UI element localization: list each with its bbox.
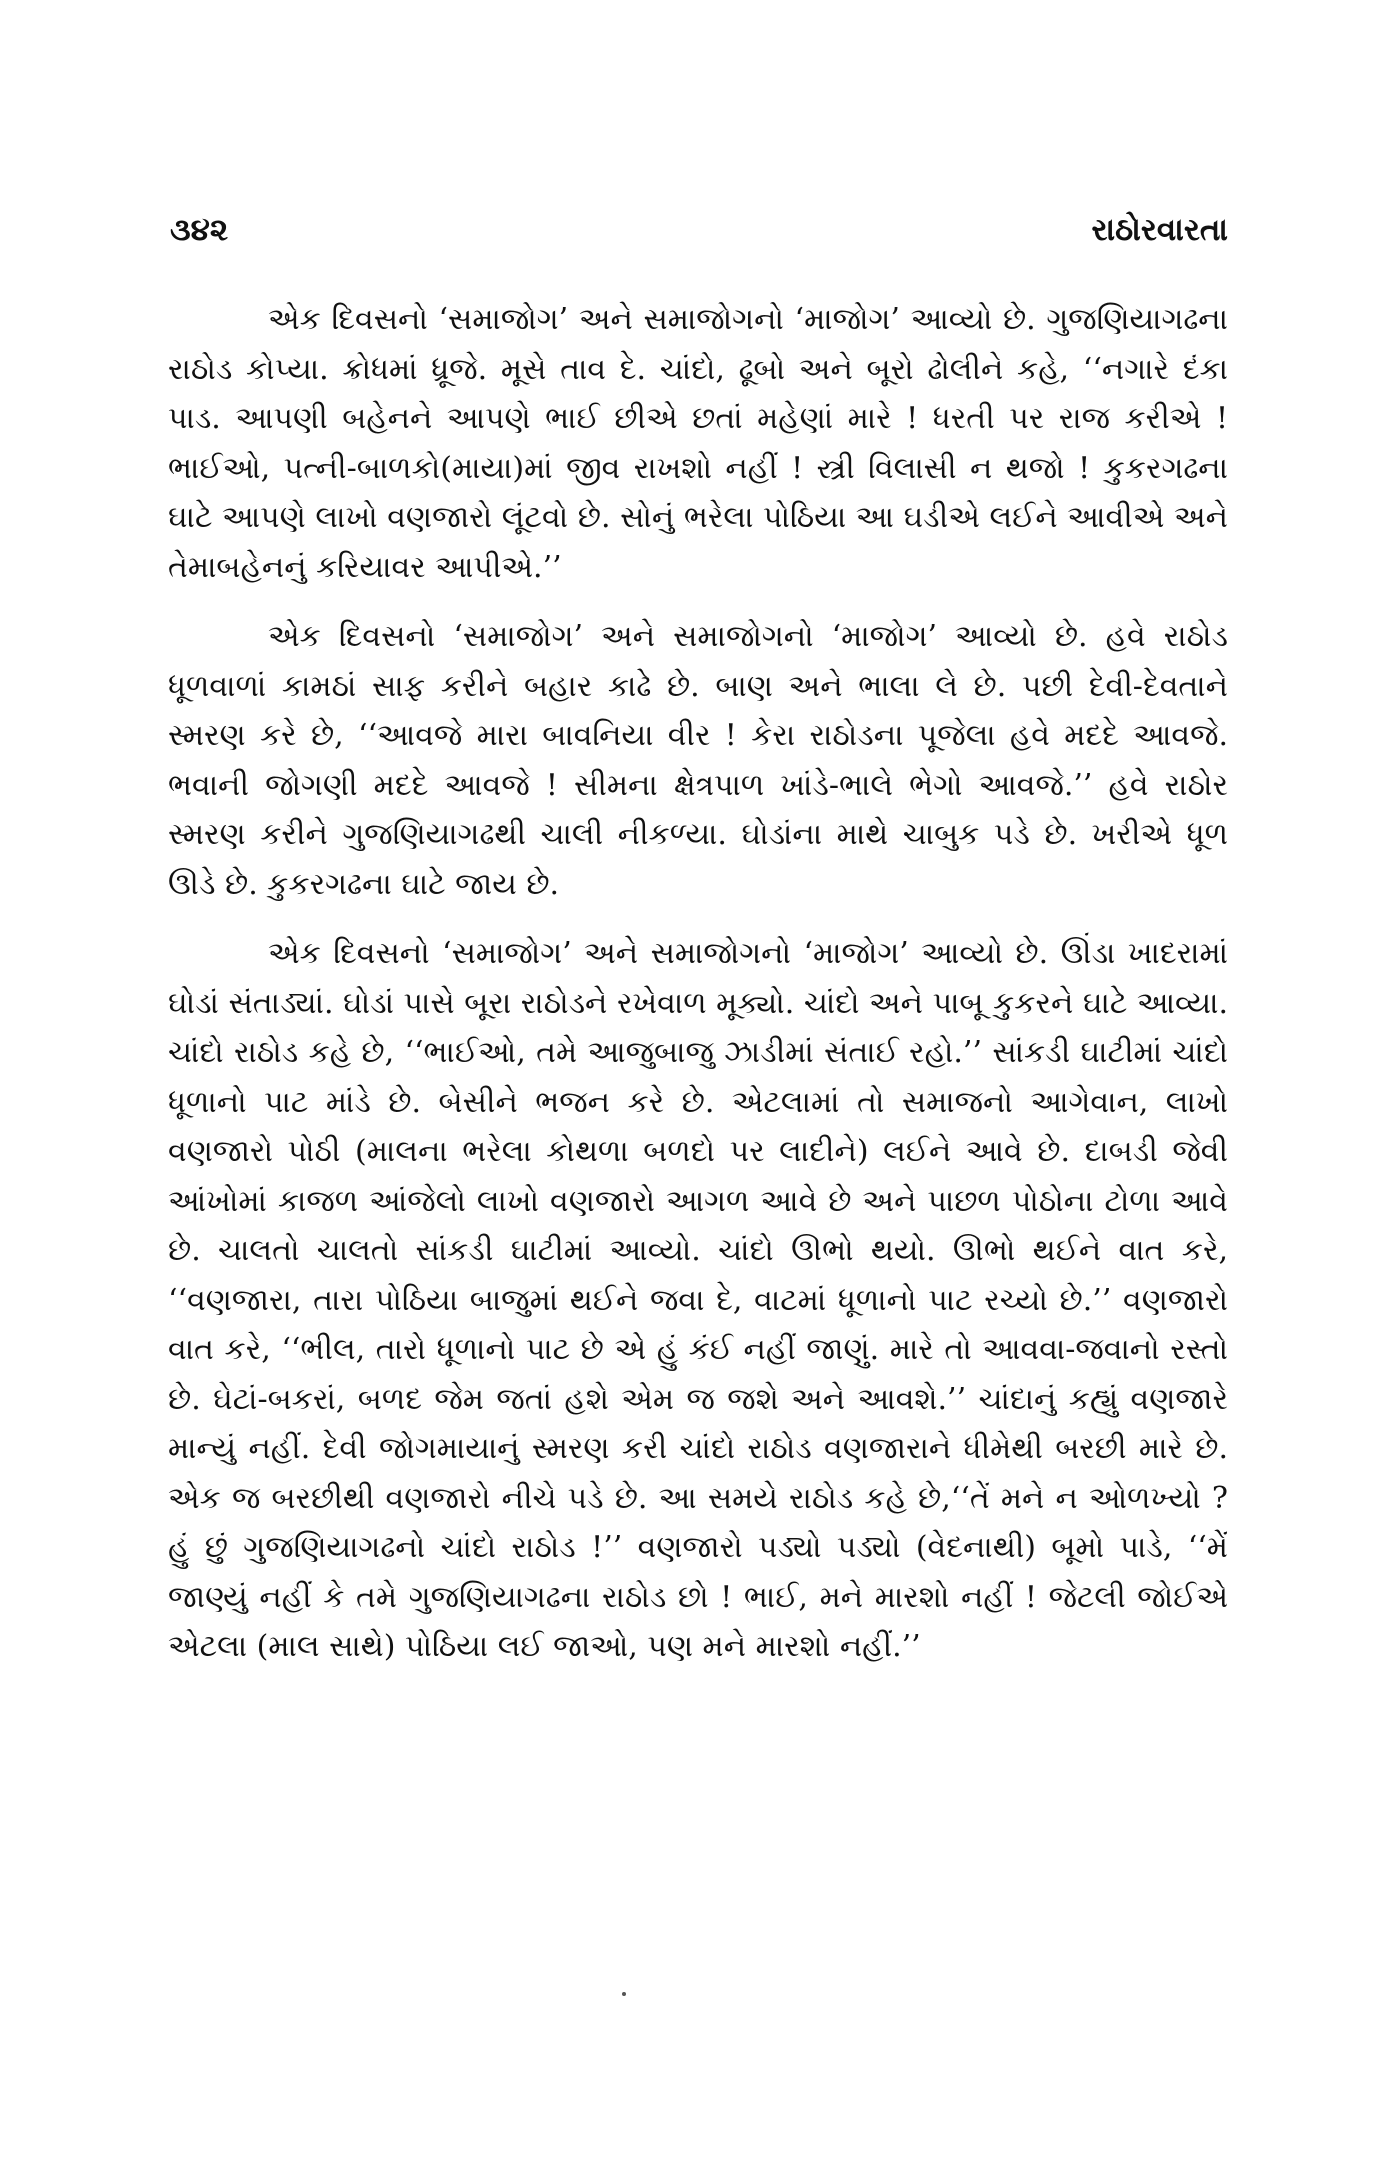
paragraph-3: એક દિવસનો ‘સમાજોગ’ અને સમાજોગનો ‘માજોગ’ આવ્યો છે. ઊંડા ખાદરામાં ઘોડાં સંતાડ્યાં. ઘોડાં પાસે બૂરા રાઠોડને રખેવાળ મૂક્યો. ચાંદો અને પાબૂ કુકરને ઘાટે આવ્યા. ચાંદો રાઠોડ કહે છે, ‘‘ભાઈઓ, તમે આજુબાજુ ઝાડીમાં સંતાઈ રહો.’’ સાંકડી ઘાટીમાં ચાંદો ધૂળાનો પાટ માંડે છે. બેસીને ભજન કરે છે. એટલામાં તો સમાજનો આગેવાન, લાખો વણજારો પોઠી (માલના ભરેલા કોથળા બળદો પર લાદીને) લઈને આવે છે. દાબડી જેવી આંખોમાં કાજળ આંજેલો લાખો વણજારો આગળ આવે છે અને પાછળ પોઠોના ટોળા આવે છે. ચાલતો ચાલતો સાંકડી ઘાટીમાં આવ્યો. ચાંદો ઊભો થયો. ઊભો થઈને વાત કરે, ‘‘વણજારા, તારા પોઠિયા બાજુમાં થઈને જવા દે, વાટમાં ધૂળાનો પાટ રચ્યો છે.’’ વણજારો વાત કરે, ‘‘ભીલ, તારો ધૂળાનો પાટ છે એ હું કંઈ નહીં જાણું. મારે તો આવવા-જવાનો રસ્તો છે. ઘેટાં-બકરાં, બળદ જેમ જતાં હશે એમ જ જશે અને આવશે.’’ ચાંદાનું કહ્યું વણજારે માન્યું નહીં. દેવી જોગમાયાનું સ્મરણ કરી ચાંદો રાઠોડ વણજારાને ધીમેથી બરછી મારે છે. એક જ બરછીથી વણજારો નીચે પડે છે. આ સમયે રાઠોડ કહે છે,‘‘તેં મને ન ઓળખ્યો ? હું છું ગુજણિયાગઢનો ચાંદો રાઠોડ !’’ વણજારો પડ્યો પડ્યો (વેદનાથી) બૂમો પાડે, ‘‘મેં જાણ્યું નહીં કે તમે ગુજણિયાગઢના રાઠોડ છો ! ભાઈ, મને મારશો નહીં ! જેટલી જોઈએ એટલા (માલ સાથે) પોઠિયા લઈ જાઓ, પણ મને મારશો નહીં.’’ [168,936,1228,1664]
scan-speck [622,1992,626,1996]
paragraph-2: એક દિવસનો ‘સમાજોગ’ અને સમાજોગનો ‘માજોગ’ આવ્યો છે. હવે રાઠોડ ધૂળવાળાં કામઠાં સાફ કરીને બહાર કાઢે છે. બાણ અને ભાલા લે છે. પછી દેવી-દેવતાને સ્મરણ કરે છે, ‘‘આવજે મારા બાવનિયા વીર ! કેરા રાઠોડના પૂજેલા હવે મદદે આવજે. ભવાની જોગણી મદદે આવજે ! સીમના ક્ષેત્રપાળ ખાંડે-ભાલે ભેગો આવજે.’’ હવે રાઠોર સ્મરણ કરીને ગુજણિયાગઢથી ચાલી નીકળ્યા. ઘોડાંના માથે ચાબુક પડે છે. ખરીએ ધૂળ ઊડે છે. કુકરગઢના ઘાટે જાય છે. [168,619,1228,902]
running-title: રાઠોરવારતા [1091,212,1228,248]
paragraph-1: એક દિવસનો ‘સમાજોગ’ અને સમાજોગનો ‘માજોગ’ આવ્યો છે. ગુજણિયાગઢના રાઠોડ કોપ્યા. ક્રોધમાં ધ્રૂજે. મૂસે તાવ દે. ચાંદો, ઢૂબો અને બૂરો ઢોલીને કહે, ‘‘નગારે દંકા પાડ. આપણી બહેનને આપણે ભાઈ છીએ છતાં મહેણાં મારે ! ધરતી પર રાજ કરીએ ! ભાઈઓ, પત્ની-બાળકો(માયા)માં જીવ રાખશો નહીં ! સ્ત્રી વિલાસી ન થજો ! કુકરગઢના ઘાટે આપણે લાખો વણજારો લૂંટવો છે. સોનું ભરેલા પોઠિયા આ ઘડીએ લઈને આવીએ અને તેમાબહેનનું કરિયાવર આપીએ.’’ [168,302,1228,585]
page-number: ૩૪૨ [170,212,229,248]
page-header [170,212,1228,249]
page-body [168,295,1228,1672]
